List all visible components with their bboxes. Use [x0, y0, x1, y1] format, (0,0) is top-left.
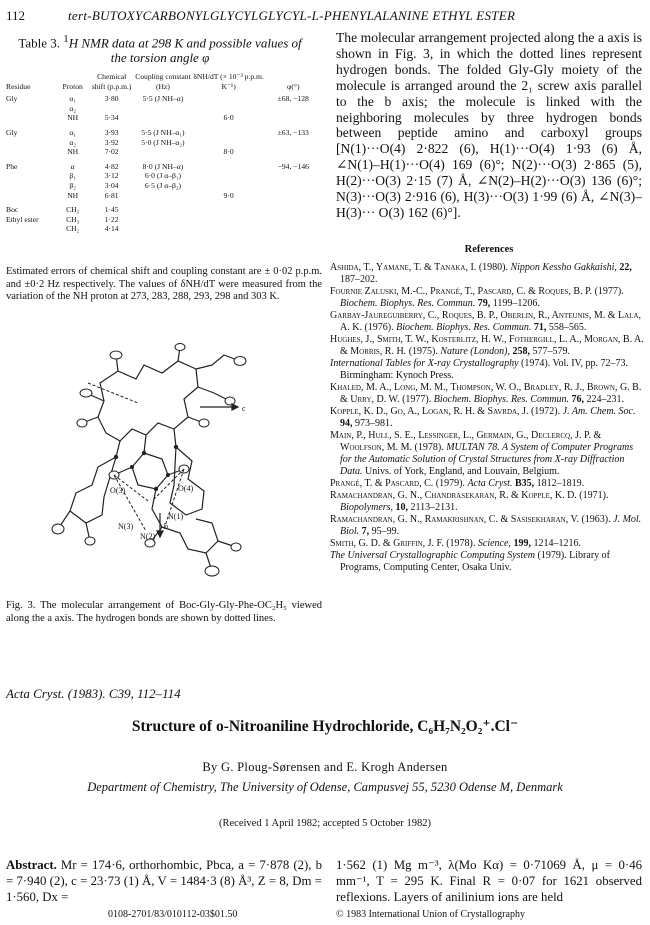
- cell-dnh: [193, 171, 265, 181]
- cell-dnh: [193, 224, 265, 234]
- label-n1: N(1): [168, 512, 184, 521]
- cell-shift: 3·04: [104, 180, 119, 190]
- reference-pages: 558–565.: [546, 321, 587, 333]
- cell-residue: [6, 113, 55, 123]
- cell-proton: CH₃: [66, 214, 80, 224]
- article-affiliation: Department of Chemistry, The University of Odense, Campusvej 55, 5230 Odense M, Denmark: [87, 780, 563, 794]
- cell-residue: [6, 138, 55, 148]
- cell-coupling: 8·0 (J NH–α): [142, 161, 184, 171]
- reference-journal: Biochem. Biophys. Res. Commun.: [396, 321, 532, 333]
- reference-authors: Hughes, J., Smith, T. W., Kosterlitz, H. W., Fothergill, L. A., Morgan, B. A. & Morris, R. H.: [330, 334, 644, 357]
- reference-pages: Univs. of York, England, and Louvain, Belgium.: [362, 465, 560, 477]
- reference-vol: 258,: [510, 345, 530, 357]
- reference-rest: (1971).: [576, 489, 609, 501]
- table-row: [6, 138, 322, 148]
- article-code: 0108-2701/83/010112-03$01.50: [108, 909, 238, 920]
- cell-phi: [265, 147, 323, 157]
- page-number: 112: [6, 8, 26, 23]
- reference-vol: B35,: [512, 477, 535, 489]
- reference-journal: MULTAN 78. A System of Computer Programs for the Automatic Solution of Crystal Structures from X-ray Diffraction Data.: [340, 441, 634, 477]
- cell-shift: 1·22: [104, 214, 119, 224]
- reference-pages: 1214–1216.: [530, 537, 581, 549]
- cell-proton: α₂: [69, 103, 76, 113]
- table-row: [6, 191, 322, 201]
- cell-dnh: [193, 138, 265, 148]
- reference-journal: Biochem. Biophys. Res. Commun.: [340, 297, 476, 309]
- col-shift: Chemical shift (p.p.m.): [91, 72, 132, 91]
- reference-rest: (1972).: [528, 406, 563, 417]
- reference-journal: International Tables for X-ray Crystallography: [330, 358, 519, 369]
- cell-proton: NH: [67, 113, 79, 123]
- cell-dnh: [193, 181, 265, 191]
- cell-proton: NH: [67, 147, 79, 157]
- cell-proton: β₂: [69, 180, 76, 190]
- table-caption: [10, 32, 310, 65]
- cell-phi: [265, 215, 323, 225]
- cell-shift: 4·82: [104, 161, 119, 171]
- cell-dnh: [193, 157, 265, 172]
- reference-item: [330, 334, 644, 358]
- col-proton: Proton: [62, 81, 83, 91]
- cell-residue: [6, 171, 55, 181]
- cell-residue: [6, 147, 55, 157]
- cell-dnh: [193, 215, 265, 225]
- cell-residue: Phe: [6, 161, 18, 171]
- label-o3: O(3): [110, 486, 126, 495]
- table-row: [6, 215, 322, 225]
- cell-shift: 6·81: [104, 190, 119, 200]
- table-row: [6, 147, 322, 157]
- col-residue: Residue: [6, 81, 31, 91]
- table-body: [6, 94, 322, 234]
- label-n2: N(2): [140, 532, 156, 541]
- table-caption-text: NMR data at 298 K and possible values of the torsion angle φ: [78, 35, 302, 66]
- cell-dnh: 8·0: [223, 147, 234, 157]
- reference-journal: J. Am. Chem. Soc.: [562, 406, 636, 417]
- cell-proton: CH₃: [66, 205, 80, 215]
- abstract-right: 1·562 (1) Mg m⁻³, λ(Mo Kα) = 0·71069 Å, μ = 0·46 mm⁻¹, T = 295 K. Final R = 0·07 for 1621 observed reflexions. Layers of anilinium ions are held: [336, 858, 642, 904]
- reference-rest: (1978).: [443, 537, 478, 549]
- figure-caption: Fig. 3. The molecular arrangement of Boc-Gly-Gly-Phe-OC₂H₅ viewed along the a axis. The hydrogen bonds are shown by dotted lines.: [6, 600, 322, 624]
- reference-vol: 76,: [569, 393, 585, 405]
- cell-phi: ±68, −128: [277, 94, 309, 104]
- reference-item: [330, 514, 644, 538]
- reference-journal: Science,: [477, 537, 511, 549]
- cell-coupling: 5·5 (J NH–α): [142, 94, 184, 104]
- page-footer: [0, 909, 650, 923]
- table-caption-prefix: Table 3.: [18, 35, 61, 51]
- reference-pages: 577–579.: [530, 345, 570, 357]
- cell-shift: 3·12: [104, 171, 119, 181]
- cell-phi: [265, 224, 323, 234]
- cell-coupling: 6·5 (J α–β₂): [144, 180, 182, 190]
- cell-shift: 1·45: [104, 205, 119, 215]
- reference-vol: 79,: [475, 297, 491, 309]
- cell-residue: [6, 181, 55, 191]
- reference-pages: 1199–1206.: [490, 297, 540, 309]
- cell-shift: 5·34: [104, 113, 119, 123]
- reference-vol: 22,: [616, 262, 632, 273]
- reference-authors: Ashida, T., Yamane, T. & Tanaka, I.: [330, 262, 477, 273]
- cell-phi: [265, 113, 323, 123]
- running-title: tert-BUTOXYCARBONYLGLYCYLGLYCYL-L-PHENYLALANINE ETHYL ESTER: [68, 8, 516, 23]
- label-o4: O(4): [178, 484, 194, 493]
- reference-pages: 1812–1819.: [534, 477, 585, 489]
- cell-dnh: [193, 200, 265, 215]
- reference-authors: Khaled, M. A., Long, M. M., Thompson, W. O., Bradley, R. J., Brown, G. B. & Urry, D. W.: [330, 382, 642, 405]
- col-phi: φ(°): [287, 81, 300, 91]
- reference-journal: Nature (London),: [440, 345, 510, 357]
- cell-coupling: [133, 224, 193, 234]
- table-header-row: [6, 72, 322, 94]
- table-caption-sup: 1: [63, 33, 69, 45]
- cell-coupling: [133, 200, 193, 215]
- cell-shift: [90, 104, 133, 114]
- running-header: [0, 8, 650, 26]
- reference-rest: (1979).: [433, 477, 468, 489]
- reference-authors: Main, P., Hull, S. E., Lessinger, L., Germain, G., Declercq, J. P. & Woolfson, M. M.: [330, 430, 602, 453]
- reference-pages: 973–981.: [352, 417, 393, 429]
- axis-b-label: b: [164, 522, 168, 531]
- cell-coupling: 5·0 (J NH–α₂): [141, 137, 185, 147]
- reference-pages: (1979). Library of Programs, Computing Center, Osaka Univ.: [340, 550, 610, 573]
- abstract-label: Abstract.: [6, 858, 57, 872]
- reference-journal: Biopolymers,: [340, 501, 394, 513]
- reference-item: [330, 478, 644, 490]
- cell-phi: [265, 104, 323, 114]
- reference-journal: Biochem. Biophys. Res. Commun.: [433, 393, 570, 405]
- reference-authors: Garbay-Jaureguiberry, C., Roques, B. P., Oberlin, R., Anteunis, M. & Lala, A. K.: [330, 310, 641, 333]
- body-text: The molecular arrangement projected along the a axis is shown in Fig. 3, in which the dotted lines represent hydrogen bonds. The folded Gly-Gly moiety of the molecule is arranged around the 2₁ screw axis parallel to the b axis; the molecule is linked with the neighboring molecules by three hydrogen bonds between peptide amino and carboxyl groups [N(1)···O(4) 2·822 (6), H(1)···O(4) 1·93 (6) Å, ∠N(1)–H(1)···O(4) 169 (6)°; N(2)···O(3) 2·865 (5), H(2)···O(3) 2·15 (7) Å, ∠N(2)–H(2)···O(3) 136 (6)°; N(3)···O(3) 2·916 (6), H(3)···O(3) 1·99 (6) Å, ∠N(3)–H(3)··· O(3) 162 (6)°].: [336, 30, 642, 220]
- cell-shift: 3·93: [104, 127, 119, 137]
- table-row: [6, 181, 322, 191]
- cell-dnh: 9·0: [223, 190, 234, 200]
- reference-item: [330, 262, 644, 286]
- reference-authors: Kopple, K. D., Go, A., Logan, R. H. & Savrda, J.: [330, 406, 529, 417]
- references-heading: References: [464, 244, 514, 255]
- cell-phi: ±63, −133: [277, 127, 309, 137]
- reference-vol: 71,: [531, 321, 547, 333]
- reference-item: [330, 382, 644, 406]
- reference-item: [330, 358, 644, 382]
- cell-shift: 3·80: [104, 94, 119, 104]
- cell-phi: [265, 191, 323, 201]
- reference-item: [330, 406, 644, 430]
- reference-item: [330, 286, 644, 310]
- cell-coupling: [133, 104, 193, 114]
- reference-rest: (1975).: [406, 345, 441, 357]
- abstract-left: [6, 858, 322, 905]
- reference-pages: 2113–2131.: [408, 501, 458, 513]
- label-n3: N(3): [118, 522, 134, 531]
- cell-residue: Ethyl ester: [6, 214, 39, 224]
- cell-residue: [6, 104, 55, 114]
- cell-proton: α₁: [69, 94, 76, 104]
- molecular-figure: [28, 343, 288, 595]
- cell-proton: α₂: [69, 137, 76, 147]
- cell-phi: −94, −146: [277, 161, 309, 171]
- reference-vol: 94,: [340, 417, 353, 429]
- cell-phi: [265, 171, 323, 181]
- reference-journal: The Universal Crystallographic Computing System: [330, 550, 535, 561]
- table-row: [6, 157, 322, 172]
- cell-proton: CH₂: [66, 224, 80, 234]
- cell-coupling: [133, 147, 193, 157]
- reference-item: [330, 430, 644, 478]
- reference-rest: (1977).: [592, 286, 624, 297]
- cell-shift: 3·92: [104, 137, 119, 147]
- cell-coupling: 6·0 (J α–β₁): [144, 171, 182, 181]
- reference-authors: Fournie Zaluski, M.-C., Prangé, T., Pascard, C. & Roques, B. P.: [330, 286, 593, 297]
- reference-authors: Ramachandran, G. N., Chandrasekaran, R. & Kopple, K. D.: [330, 489, 577, 501]
- axis-c-label: c: [242, 404, 246, 413]
- reference-vol: 10,: [393, 501, 409, 513]
- article-title: Structure of o-Nitroaniline Hydrochloride, C₆H₇N₂O₂⁺.Cl⁻: [131, 718, 519, 735]
- cell-phi: [265, 138, 323, 148]
- col-coupling: Coupling constant (Hz): [135, 72, 191, 91]
- reference-item: [330, 310, 644, 334]
- cell-coupling: [133, 113, 193, 123]
- article-authors: By G. Ploug-Sørensen and E. Krogh Andersen: [202, 760, 448, 774]
- cell-residue: Boc: [6, 205, 19, 215]
- cell-phi: [265, 181, 323, 191]
- reference-authors: Prangé, T. & Pascard, C.: [330, 477, 434, 489]
- table-row: [6, 200, 322, 215]
- table-row: [6, 104, 322, 114]
- reference-item: [330, 550, 644, 574]
- reference-journal: J. Mol. Biol.: [340, 513, 642, 537]
- cell-dnh: [193, 94, 265, 104]
- cell-proton: NH: [67, 190, 79, 200]
- table-row: [6, 113, 322, 123]
- reference-pages: 95–99.: [369, 525, 400, 537]
- reference-item: [330, 490, 644, 514]
- cell-phi: [265, 200, 323, 215]
- reference-rest: (1963).: [578, 513, 614, 525]
- abstract-left-text: Mr = 174·6, orthorhombic, Pbca, a = 7·878 (2), b = 7·940 (2), c = 23·73 (1) Å, V = 1484·3 (8) Å³, Z = 8, Dm = 1·560, Dx =: [6, 858, 322, 904]
- cell-dnh: 6·0: [223, 113, 234, 123]
- cell-residue: [6, 224, 55, 234]
- cell-coupling: [133, 191, 193, 201]
- reference-rest: (1977).: [399, 393, 434, 405]
- reference-authors: Smith, G. D. & Griffin, J. F.: [330, 537, 444, 549]
- cell-dnh: [193, 104, 265, 114]
- cell-shift: 4·14: [104, 224, 119, 234]
- cell-shift: 7·02: [104, 147, 119, 157]
- reference-vol: 199,: [510, 537, 531, 549]
- reference-item: [330, 538, 644, 550]
- table-row: [6, 94, 322, 104]
- reference-authors: Ramachandran, G. N., Ramakrishnan, C. & Sasisekharan, V.: [330, 513, 579, 525]
- table-note: Estimated errors of chemical shift and coupling constant are ± 0·02 p.p.m. and ±0·2 Hz respectively. The values of δNH/dT were measured from the variation of the NH proton at 273, 283, 288, 293, 298 and 303 K.: [6, 266, 322, 302]
- reference-journal: Nippon Kessho Gakkaishi,: [510, 262, 617, 273]
- cell-coupling: 5·5 (J NH–α₁): [141, 127, 185, 137]
- table-caption-h: H: [68, 35, 79, 51]
- journal-reference: Acta Cryst. (1983). C39, 112–114: [6, 686, 181, 701]
- reference-vol: 7,: [359, 525, 370, 537]
- table-row: [6, 171, 322, 181]
- reference-pages: 224–231.: [584, 393, 625, 405]
- cell-residue: Gly: [6, 94, 18, 104]
- cell-residue: Gly: [6, 127, 18, 137]
- references-list: [330, 262, 644, 574]
- cell-dnh: [193, 123, 265, 138]
- cell-coupling: [133, 215, 193, 225]
- reference-journal: Acta Cryst.: [467, 477, 513, 489]
- cell-proton: α₁: [69, 127, 76, 137]
- cell-proton: β₁: [69, 171, 76, 181]
- col-dnh: δNH/dT (× 10⁻³ p.p.m. K⁻¹): [193, 72, 264, 91]
- atom-ellipsoids: [52, 344, 246, 577]
- copyright: © 1983 International Union of Crystallography: [336, 909, 525, 920]
- reference-rest: (1976).: [361, 321, 397, 333]
- received-dates: (Received 1 April 1982; accepted 5 October 1982): [219, 818, 431, 829]
- nmr-table: [6, 72, 322, 234]
- table-row: [6, 123, 322, 138]
- cell-residue: [6, 191, 55, 201]
- reference-rest: (1978).: [412, 441, 447, 453]
- cell-proton: α: [70, 161, 75, 171]
- reference-pages: 187–202.: [340, 273, 378, 285]
- reference-pages: (1974). Vol. IV, pp. 72–73. Birmingham: Kynoch Press.: [340, 358, 628, 381]
- reference-rest: (1980).: [476, 262, 511, 273]
- table-row: [6, 224, 322, 234]
